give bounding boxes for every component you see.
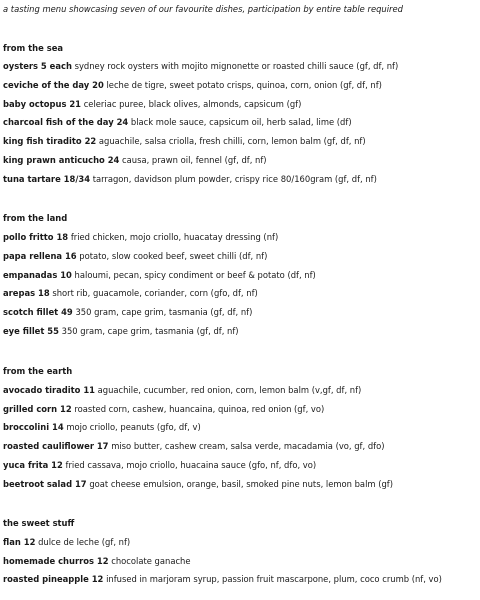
- menu-item: [3, 422, 201, 433]
- item-description: haloumi, pecan, spicy condiment or beef & potato (df, nf): [74, 270, 316, 280]
- item-name: king fish tiradito 22: [3, 136, 97, 146]
- item-description: dulce de leche (gf, nf): [38, 537, 131, 547]
- item-description: fried chicken, mojo criollo, huacatay dressing (nf): [70, 232, 279, 242]
- item-description: 350 gram, cape grim, tasmania (gf, df, nf): [61, 326, 239, 336]
- item-description: goat cheese emulsion, orange, basil, smoked pine nuts, lemon balm (gf): [89, 479, 394, 489]
- item-name: king prawn anticucho 24: [3, 155, 120, 165]
- item-description: mojo criollo, peanuts (gfo, df, v): [66, 422, 201, 432]
- menu-item: [3, 537, 130, 548]
- item-name: charcoal fish of the day 24: [3, 117, 129, 127]
- menu-intro: a tasting menu showcasing seven of our favourite dishes, participation by entire table required: [3, 4, 403, 14]
- menu-item: [3, 385, 361, 396]
- menu-item: [3, 404, 324, 415]
- item-description: chocolate ganache: [111, 556, 191, 566]
- menu-item: [3, 479, 393, 490]
- item-name: grilled corn 12: [3, 404, 72, 414]
- section-title-land: from the land: [3, 213, 68, 223]
- menu-item: [3, 99, 301, 110]
- item-name: pollo fritto 18: [3, 232, 69, 242]
- section-title-sweet: the sweet stuff: [3, 518, 75, 528]
- item-description: short rib, guacamole, coriander, corn (gfo, df, nf): [52, 288, 258, 298]
- menu-item: [3, 174, 377, 185]
- menu-item: [3, 270, 316, 281]
- item-name: ceviche of the day 20: [3, 80, 104, 90]
- menu-item: [3, 80, 382, 91]
- item-description: roasted corn, cashew, huancaina, quinoa, red onion (gf, vo): [74, 404, 325, 414]
- item-name: homemade churros 12: [3, 556, 109, 566]
- section-title-earth: from the earth: [3, 366, 73, 376]
- item-description: causa, prawn oil, fennel (gf, df, nf): [122, 155, 267, 165]
- item-name: scotch fillet 49: [3, 307, 73, 317]
- item-name: roasted cauliflower 17: [3, 441, 109, 451]
- item-name: yuca frita 12: [3, 460, 63, 470]
- menu-item: [3, 288, 258, 299]
- section-title-sea: from the sea: [3, 43, 64, 53]
- item-name: papa rellena 16: [3, 251, 77, 261]
- menu-item: [3, 232, 278, 243]
- menu-item: [3, 136, 366, 147]
- menu-item: [3, 155, 267, 166]
- menu-item: [3, 307, 252, 318]
- item-description: leche de tigre, sweet potato crisps, quinoa, corn, onion (gf, df, nf): [106, 80, 382, 90]
- item-name: tuna tartare 18/34: [3, 174, 91, 184]
- item-description: 350 gram, cape grim, tasmania (gf, df, nf): [75, 307, 253, 317]
- item-description: infused in marjoram syrup, passion fruit mascarpone, plum, coco crumb (nf, vo): [106, 574, 442, 584]
- item-description: tarragon, davidson plum powder, crispy rice 80/160gram (gf, df, nf): [92, 174, 377, 184]
- item-name: avocado tiradito 11: [3, 385, 95, 395]
- item-name: roasted pineapple 12: [3, 574, 104, 584]
- menu-item: [3, 574, 442, 585]
- item-description: celeriac puree, black olives, almonds, capsicum (gf): [83, 99, 302, 109]
- item-name: flan 12: [3, 537, 36, 547]
- menu-item: [3, 326, 239, 337]
- item-description: fried cassava, mojo criollo, huacaina sauce (gfo, nf, dfo, vo): [65, 460, 317, 470]
- item-name: beetroot salad 17: [3, 479, 87, 489]
- item-description: potato, slow cooked beef, sweet chilli (df, nf): [79, 251, 268, 261]
- item-description: black mole sauce, capsicum oil, herb salad, lime (df): [130, 117, 352, 127]
- item-description: miso butter, cashew cream, salsa verde, macadamia (vo, gf, dfo): [111, 441, 385, 451]
- item-name: broccolini 14: [3, 422, 64, 432]
- item-name: arepas 18: [3, 288, 50, 298]
- item-description: sydney rock oysters with mojito mignonette or roasted chilli sauce (gf, df, nf): [74, 61, 399, 71]
- item-name: oysters 5 each: [3, 61, 72, 71]
- menu-item: [3, 460, 316, 471]
- item-name: eye fillet 55: [3, 326, 59, 336]
- menu-item: [3, 441, 385, 452]
- item-name: empanadas 10: [3, 270, 72, 280]
- menu-item: [3, 117, 352, 128]
- item-description: aguachile, salsa criolla, fresh chilli, corn, lemon balm (gf, df, nf): [98, 136, 366, 146]
- menu-item: [3, 556, 191, 567]
- menu-item: [3, 61, 398, 72]
- item-description: aguachile, cucumber, red onion, corn, lemon balm (v,gf, df, nf): [97, 385, 362, 395]
- menu-item: [3, 251, 267, 262]
- item-name: baby octopus 21: [3, 99, 82, 109]
